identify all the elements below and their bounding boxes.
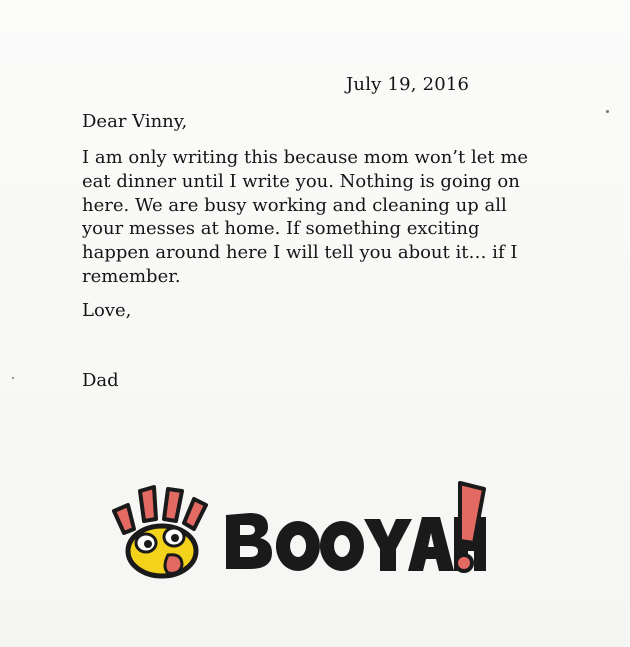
logo-letter-y	[364, 519, 412, 571]
scan-speck	[12, 377, 14, 379]
letter-body	[82, 146, 602, 289]
body-line: I am only writing this because mom won’t let me	[82, 147, 529, 168]
booyah-logo	[108, 475, 488, 580]
logo-letter-b	[226, 513, 272, 569]
letter-date: July 19, 2016	[346, 74, 470, 95]
body-line: your messes at home. If something exciting	[82, 218, 480, 240]
body-line: eat dinner until I write you. Nothing is going on	[82, 170, 520, 192]
logo-letter-a	[408, 517, 454, 571]
logo-letter-o	[276, 521, 320, 571]
scan-speck	[606, 110, 609, 113]
signature: Dad	[82, 370, 119, 391]
surprised-face-icon	[128, 526, 196, 576]
body-line: happen around here I will tell you about it… if I	[82, 242, 518, 264]
body-line: remember.	[82, 265, 181, 287]
greeting: Dear Vinny,	[82, 111, 188, 132]
logo-letter-o	[320, 521, 364, 571]
closing: Love,	[82, 300, 132, 321]
body-line: here. We are busy working and cleaning up all	[82, 194, 507, 216]
